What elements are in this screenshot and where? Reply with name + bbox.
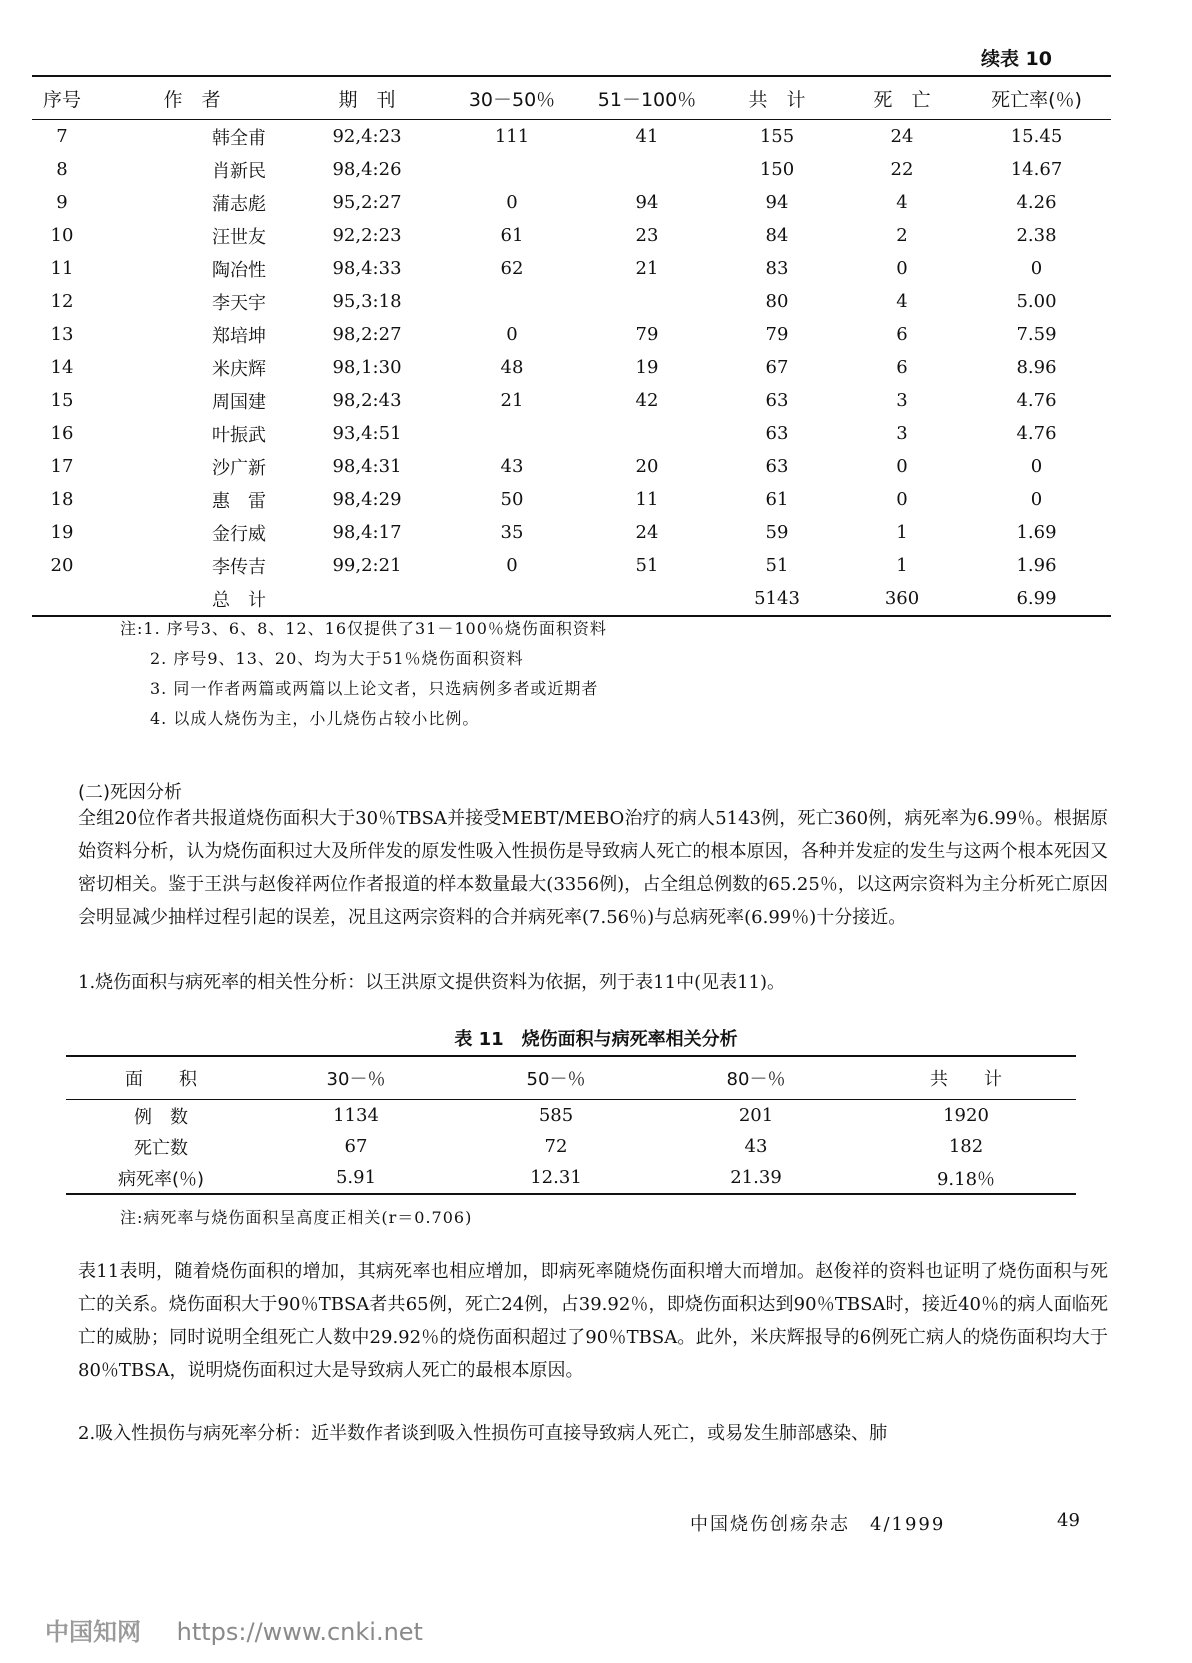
table-row (32, 351, 1111, 384)
table10-cell: 4.76 (1016, 423, 1057, 444)
table-row (32, 516, 1111, 549)
table10-author-cell: 陶冶性 (212, 259, 266, 281)
table10-note-1: 注:1. 序号3、6、8、12、16仅提供了31－100％烧伤面积资料 (120, 619, 607, 638)
table11-cell: 72 (544, 1136, 568, 1157)
table10-note-3: 3. 同一作者两篇或两篇以上论文者，只选病例多者或近期者 (150, 679, 599, 698)
table11-note: 注:病死率与烧伤面积呈高度正相关(r＝0.706) (120, 1208, 473, 1227)
table10-cell: 98,2:43 (332, 390, 402, 411)
table10-cell: 3 (896, 390, 908, 411)
table10-cell: 0 (1030, 456, 1043, 477)
table10-header-cell: 死 亡 (842, 76, 962, 120)
table10-cell: 41 (635, 126, 659, 147)
table10-author-cell: 总 计 (92, 582, 292, 616)
table10-cell: 15 (50, 390, 74, 411)
table11-cell: 5.91 (256, 1162, 456, 1194)
table10-cell: 98,4:31 (332, 456, 402, 477)
table10-cell: 23 (635, 225, 659, 246)
table10-cell: 98,1:30 (332, 357, 402, 378)
table-row (32, 186, 1111, 219)
table-row (66, 1162, 1076, 1194)
table10-cell: 0 (506, 192, 518, 213)
table10-cell: 92,4:23 (332, 126, 402, 147)
table10-cell: 84 (765, 225, 789, 246)
paragraph-1 (78, 802, 1108, 934)
table-row (32, 153, 1111, 186)
table10-cell: 0 (1030, 489, 1043, 510)
table10-cell: 6.99 (962, 582, 1111, 616)
table10-cell: 4 (896, 192, 908, 213)
table10-cell (442, 582, 582, 616)
table10-cell: 20 (50, 555, 74, 576)
table10-cell: 14 (50, 357, 74, 378)
table10-cell: 79 (765, 324, 789, 345)
table10-cell (442, 285, 582, 318)
table-row (32, 450, 1111, 483)
table10-header-cell: 死亡率(％) (962, 76, 1111, 120)
table10-header-cell: 共 计 (712, 76, 842, 120)
table10-cell: 13 (50, 324, 74, 345)
table11-header-cell: 共 计 (856, 1056, 1076, 1100)
table10-author-cell: 郑培坤 (212, 325, 266, 347)
table11-row-label: 病死率(％) (66, 1162, 256, 1194)
table10-cell: 9 (56, 192, 68, 213)
table11-cell: 67 (344, 1136, 368, 1157)
table10-cell: 79 (635, 324, 659, 345)
table-row (66, 1100, 1076, 1132)
table10-cell: 1.96 (1016, 555, 1057, 576)
table10-cell: 61 (500, 225, 524, 246)
table10-cell: 15.45 (1010, 126, 1063, 147)
table-row (32, 252, 1111, 285)
table10-cell: 6 (896, 357, 908, 378)
table-row (32, 318, 1111, 351)
table10-author-cell: 惠 雷 (212, 490, 266, 512)
paragraph-4 (78, 1417, 1108, 1450)
table11-cell: 12.31 (456, 1162, 656, 1194)
table10-cell: 63 (765, 390, 789, 411)
table11-header-row (66, 1056, 1076, 1100)
table11-header-cell: 30－％ (256, 1056, 456, 1100)
table-row (32, 417, 1111, 450)
table11-header-cell: 80－％ (656, 1056, 856, 1100)
table10-author-cell: 沙广新 (212, 457, 266, 479)
table10-author-cell: 周国建 (212, 391, 266, 413)
table10-cell: 98,4:29 (332, 489, 402, 510)
table10-header-cell: 30－50％ (442, 76, 582, 120)
table10-cell: 16 (50, 423, 74, 444)
watermark-url[interactable]: https://www.cnki.net (176, 1618, 423, 1646)
table10-cell: 4 (896, 291, 908, 312)
table10-cell: 94 (635, 192, 659, 213)
table11-row-label: 例 数 (134, 1106, 188, 1128)
table10-cell: 3 (896, 423, 908, 444)
table10-cell: 99,2:21 (332, 555, 402, 576)
table11-cell: 1920 (943, 1105, 989, 1126)
table10-cell: 35 (500, 522, 524, 543)
table10 (32, 75, 1111, 617)
paragraph-2 (78, 966, 1108, 999)
table10-header-cell: 作 者 (92, 76, 292, 120)
table10-cell (582, 417, 712, 450)
table10-cell: 0 (896, 489, 908, 510)
table10-cell: 19 (50, 522, 74, 543)
table10-author-cell: 金行威 (212, 523, 266, 545)
table10-cell: 0 (506, 555, 518, 576)
table10-cell: 95,3:18 (332, 291, 402, 312)
table10-cell (582, 153, 712, 186)
table10-header-cell: 期 刊 (292, 76, 442, 120)
section-heading: (二)死因分析 (78, 782, 183, 803)
table-row (66, 1131, 1076, 1162)
watermark-logo: 中国知网 (45, 1618, 141, 1646)
table10-header-row (32, 76, 1111, 120)
table11-cell: 21.39 (656, 1162, 856, 1194)
paragraph-3-text: 表11表明，随着烧伤面积的增加，其病死率也相应增加，即病死率随烧伤面积增大而增加。赵俊祥的资料也证明了烧伤面积与死亡的关系。烧伤面积大于90％TBSA者共65例，死亡24例，占39.92％，即烧伤面积达到90％TBSA时，接近40％的病人面临死亡的威胁；同时说明全组死亡人数中29.92％的烧伤面积超过了90％TBSA。此外，米庆辉报导的6例死亡病人的烧伤面积均大于80％TBSA，说明烧伤面积过大是导致病人死亡的最根本原因。 (78, 1261, 1108, 1381)
table10-cell: 63 (765, 456, 789, 477)
table10-cell: 1 (896, 555, 908, 576)
table10-continuation-label: 续表 10 (980, 48, 1052, 70)
table10-cell: 18 (50, 489, 74, 510)
table10-author-cell: 李天宇 (212, 292, 266, 314)
table10-header-cell: 序号 (32, 76, 92, 120)
table-row (32, 285, 1111, 318)
table10-cell: 1 (896, 522, 908, 543)
table10-cell: 11 (50, 258, 74, 279)
watermark (45, 1612, 423, 1647)
table10-cell: 95,2:27 (332, 192, 402, 213)
table10-cell: 83 (765, 258, 789, 279)
table10-cell (292, 582, 442, 616)
table-row (32, 219, 1111, 252)
table10-note-2: 2. 序号9、13、20、均为大于51％烧伤面积资料 (150, 649, 524, 668)
table11-cell: 585 (538, 1105, 574, 1126)
footer-journal: 中国烧伤创疡杂志 4/1999 (690, 1514, 946, 1535)
table10-cell: 2 (896, 225, 908, 246)
table10-cell: 21 (635, 258, 659, 279)
table10-cell: 24 (635, 522, 659, 543)
table10-cell (442, 153, 582, 186)
paragraph-1-text: 全组20位作者共报道烧伤面积大于30％TBSA并接受MEBT/MEBO治疗的病人5143例，死亡360例，病死率为6.99％。根据原始资料分析，认为烧伤面积过大及所伴发的原发性吸入性损伤是导致病人死亡的根本原因，各种并发症的发生与这两个根本死因又密切相关。鉴于王洪与赵俊祥两位作者报道的样本数量最大(3356例)，占全组总例数的65.25％，以这两宗资料为主分析死亡原因会明显减少抽样过程引起的误差，况且这两宗资料的合并病死率(7.56％)与总病死率(6.99％)十分接近。 (78, 808, 1108, 928)
table10-cell: 19 (635, 357, 659, 378)
table10-cell: 1.69 (1016, 522, 1057, 543)
table10-cell: 59 (765, 522, 789, 543)
table10-cell (582, 285, 712, 318)
table10-cell: 61 (765, 489, 789, 510)
table10-cell: 51 (635, 555, 659, 576)
table10-author-cell: 肖新民 (212, 160, 266, 182)
table10-cell: 4.26 (1016, 192, 1057, 213)
table10-cell: 7 (56, 126, 68, 147)
table10-cell: 98,2:27 (332, 324, 402, 345)
table11-cell: 182 (948, 1136, 984, 1157)
table-row (32, 384, 1111, 417)
table10-cell: 0 (896, 258, 908, 279)
table10-note-4: 4. 以成人烧伤为主，小儿烧伤占较小比例。 (150, 709, 480, 728)
table10-cell: 6 (896, 324, 908, 345)
table11-cell: 9.18％ (856, 1162, 1076, 1194)
table10-cell: 0 (896, 456, 908, 477)
table-row (32, 120, 1111, 154)
table10-cell: 14.67 (1010, 159, 1063, 180)
table10-cell: 20 (635, 456, 659, 477)
table10-cell: 98,4:17 (332, 522, 402, 543)
table10-author-cell: 李传吉 (212, 556, 266, 578)
table10-cell (32, 582, 92, 616)
table10-cell (582, 582, 712, 616)
table10-cell: 5.00 (1016, 291, 1057, 312)
table10-cell: 43 (500, 456, 524, 477)
table10-cell: 24 (890, 126, 914, 147)
table10-cell: 8 (56, 159, 68, 180)
table-row (32, 582, 1111, 616)
table-row (32, 483, 1111, 516)
table10-author-cell: 蒲志彪 (212, 193, 266, 215)
table10-cell: 2.38 (1016, 225, 1057, 246)
table11-cell: 201 (738, 1105, 774, 1126)
table11-row-label: 死亡数 (134, 1137, 188, 1159)
table10-cell: 11 (635, 489, 659, 510)
table10-cell: 111 (494, 126, 530, 147)
table10-cell: 7.59 (1016, 324, 1057, 345)
paragraph-3 (78, 1255, 1108, 1387)
table-row (32, 549, 1111, 582)
table10-cell: 5143 (712, 582, 842, 616)
table10-author-cell: 米庆辉 (212, 358, 266, 380)
table10-cell: 62 (500, 258, 524, 279)
table10-cell: 12 (50, 291, 74, 312)
table10-cell: 17 (50, 456, 74, 477)
table10-cell: 80 (765, 291, 789, 312)
table10-cell: 67 (765, 357, 789, 378)
table10-cell: 94 (765, 192, 789, 213)
table10-cell: 63 (765, 423, 789, 444)
table10-author-cell: 叶振武 (212, 424, 266, 446)
table10-cell: 51 (765, 555, 789, 576)
table11-header-cell: 面 积 (66, 1056, 256, 1100)
table10-author-cell: 汪世友 (212, 226, 266, 248)
table10-cell: 0 (506, 324, 518, 345)
table10-header-cell: 51－100％ (582, 76, 712, 120)
table11 (66, 1055, 1076, 1195)
table11-cell: 1134 (333, 1105, 379, 1126)
table11-cell: 43 (744, 1136, 768, 1157)
table10-cell: 360 (842, 582, 962, 616)
table10-cell: 10 (50, 225, 74, 246)
page-number: 49 (1057, 1510, 1080, 1531)
table10-cell: 50 (500, 489, 524, 510)
table10-cell (442, 417, 582, 450)
table10-cell: 155 (759, 126, 795, 147)
table10-cell: 0 (1030, 258, 1043, 279)
table10-cell: 4.76 (1016, 390, 1057, 411)
table10-cell: 93,4:51 (332, 423, 402, 444)
table10-cell: 48 (500, 357, 524, 378)
paragraph-4-text: 2.吸入性损伤与病死率分析：近半数作者谈到吸入性损伤可直接导致病人死亡，或易发生肺部感染、肺 (78, 1423, 888, 1444)
table11-title: 表 11 烧伤面积与病死率相关分析 (454, 1029, 738, 1050)
table10-cell: 8.96 (1016, 357, 1057, 378)
table10-cell: 150 (759, 159, 795, 180)
table10-cell: 92,2:23 (332, 225, 402, 246)
table10-cell: 98,4:26 (332, 159, 402, 180)
table10-cell: 42 (635, 390, 659, 411)
table11-header-cell: 50－％ (456, 1056, 656, 1100)
paragraph-2-text: 1.烧伤面积与病死率的相关性分析：以王洪原文提供资料为依据，列于表11中(见表11)。 (78, 972, 786, 993)
table10-cell: 98,4:33 (332, 258, 402, 279)
table10-cell: 21 (500, 390, 524, 411)
table10-author-cell: 韩全甫 (212, 127, 266, 149)
table10-cell: 22 (890, 159, 914, 180)
